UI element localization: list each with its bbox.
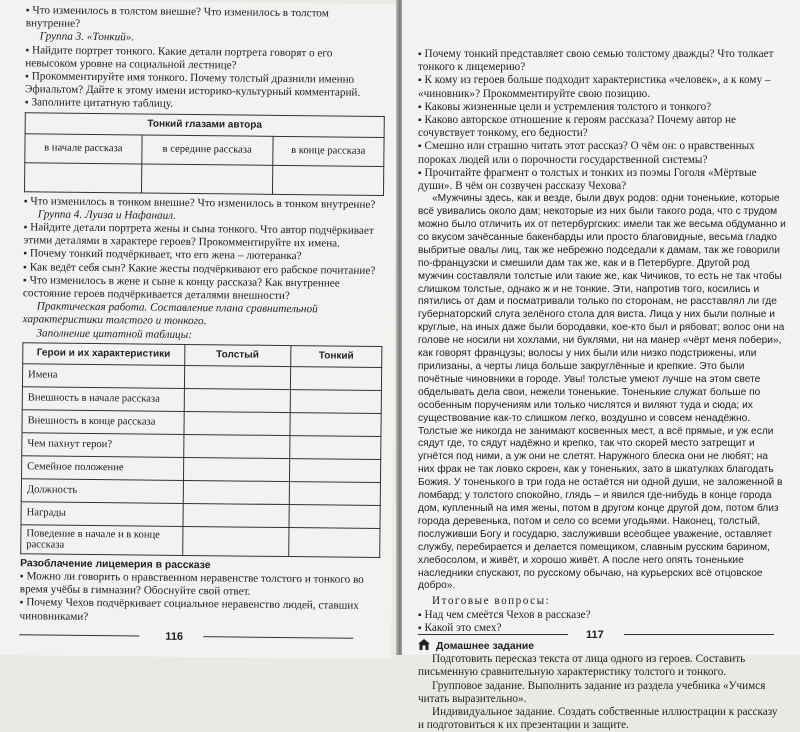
footer-rule — [19, 634, 139, 636]
individual-task: Индивидуальное задание. Создать собственные иллюстрации к рассказу и подготовиться к их презентации и защите. — [418, 705, 778, 732]
question: ▪ Что изменилось в жене и сыне к концу рассказа? Как внутреннее состояние героев подчёркивается деталями внешности? — [23, 274, 383, 304]
table-col-header: в конце рассказа — [272, 136, 384, 166]
characteristics-table — [20, 342, 382, 558]
table-row — [21, 525, 380, 558]
table-intro: Заполнение цитатной таблицы: — [36, 327, 193, 341]
table-col-header: в начале рассказа — [25, 133, 142, 163]
table-cell — [272, 165, 384, 195]
table-cell — [184, 411, 291, 435]
table-cell — [289, 481, 380, 505]
question: ▪ Как ведёт себя сын? Какие жесты подчёркивают его рабское почитание? — [23, 261, 383, 278]
left-page — [0, 0, 398, 659]
table-cell — [290, 389, 381, 413]
group-heading: Группа 4. Луиза и Нафанаил. — [37, 208, 176, 222]
question: ▪ Какой это смех? — [418, 622, 786, 635]
page-number: 116 — [165, 630, 184, 643]
row-label: Чем пахнут герои? — [22, 433, 184, 458]
question: ▪ Каковы жизненные цели и устремления толстого и тонкого? — [418, 101, 786, 114]
table-col-header: в середине рассказа — [142, 135, 273, 165]
homework-title: Домашнее задание — [436, 640, 535, 652]
final-questions-label: Итоговые вопросы: — [432, 595, 551, 608]
question: ▪ Почему тонкий подчёркивает, что его жена – лютеранка? — [23, 248, 383, 265]
table-cell — [290, 412, 381, 436]
table-cell — [289, 504, 380, 528]
question: ▪ Прочитайте фрагмент о толстых и тонких из поэмы Гоголя «Мёртвые души». В чём он созвучен рассказу Чехова? — [418, 167, 786, 193]
table-cell — [289, 527, 380, 557]
table-cell — [182, 526, 289, 556]
author-view-table — [24, 112, 385, 196]
table-col-header: Тонкий — [291, 345, 382, 367]
question: ▪ Можно ли говорить о нравственном неравенстве толстого и тонкого во время учёбы в гимназии? Обоснуйте свой ответ. — [20, 570, 380, 600]
table-cell — [141, 164, 272, 194]
table-cell — [24, 162, 141, 192]
question: ▪ Найдите портрет тонкого. Какие детали портрета говорят о его невысоком уровне на социальной лестнице? — [25, 44, 385, 74]
table-col-header: Герои и их характеристики — [23, 343, 185, 366]
page-number: 117 — [586, 629, 604, 641]
table-title: Тонкий глазами автора — [25, 112, 384, 137]
table-cell — [289, 458, 380, 482]
homework-heading — [418, 639, 786, 653]
footer-rule — [203, 636, 353, 639]
group-heading: Группа 3. «Тонкий». — [39, 30, 135, 44]
row-label: Внешность в начале рассказа — [22, 387, 184, 412]
house-icon — [418, 639, 430, 650]
question: ▪ Каково авторское отношение к героям рассказа? Почему автор не сочувствует тонкому, его бедности? — [418, 114, 786, 140]
table-cell — [183, 434, 290, 458]
table-cell — [184, 365, 291, 389]
question: ▪ К кому из героев больше подходит характеристика «человек», а к кому – «чиновник»? Прокомментируйте свою позицию. — [418, 74, 786, 100]
footer-rule — [624, 634, 774, 635]
table-col-header: Толстый — [184, 344, 291, 366]
group-task: Групповое задание. Выполнить задание из раздела учебника «Учимся читать выразительно». — [418, 679, 766, 705]
section-heading: Разоблачение лицемерия в рассказе — [20, 558, 211, 572]
row-label: Поведение в начале и в конце рассказа — [21, 525, 183, 556]
row-label: Внешность в конце рассказа — [22, 410, 184, 435]
question: ▪ Почему Чехов подчёркивает социальное неравенство людей, ставших чиновниками? — [19, 597, 379, 627]
table-cell — [183, 503, 290, 527]
question: ▪ Почему тонкий представляет свою семью толстому дважды? Что толкает тонкого к лицемерию? — [418, 48, 786, 74]
table-cell — [183, 457, 290, 481]
row-label: Должность — [21, 479, 183, 504]
question: ▪ Прокомментируйте имя тонкого. Почему толстый дразнили именно Эфиальтом? Дайте к этому имени историко-культурный комментарий. — [25, 70, 385, 100]
table-cell — [290, 366, 381, 390]
question: ▪ Найдите детали портрета жены и сына тонкого. Что автор подчёркивает этими деталями в характере героев? Прокомментируйте их имена. — [23, 221, 383, 251]
question: ▪ Что изменилось в толстом внешне? Что изменилось в толстом внутренне? — [26, 4, 386, 34]
question: ▪ Над чем смеётся Чехов в рассказе? — [418, 609, 786, 622]
question: ▪ Что изменилось в тонком внешне? Что изменилось в тонком внутренне? — [24, 195, 384, 212]
question: ▪ Смешно или страшно читать этот рассказ? О чём он: о нравственных пороках людей или о порочности государственной системы? — [418, 140, 786, 166]
gogol-quote: «Мужчины здесь, как и везде, были двух родов: одни тоненькие, которые всё увивались около дам; некоторые из них были такого рода, что с трудом можно было отличить их от петербургских: имели так же весьма обдуманно и со вкусом зачёсанные бакенбарды или просто благовидные, весьма гладко выбритые овалы лиц, так же небрежно подседали к дамам, так же говорили по-французски и смешили дам так же, как и в Петербурге. Другой род мужчин составляли толстые или такие же, как Чичиков, то есть не так чтобы слишком толстые, однако ж и не тонкие. Эти, напротив того, косились и пятились от дам и посматривали только по сторонам, не расставлял ли где губернаторский слуга зелёного стола для виста. Лица у них были полные и круглые, на иных даже были бородавки, кое-кто был и рябоват; волос они на голове не носили ни хохлами, ни буклями, ни на манер «чёрт меня побери», как говорят французы; волосы у них были или низко подстрижены, или прилизаны, а черты лица больше закруглённые и крепкие. Это были почётные чиновники в городе. Увы! толстые умеют лучше на этом свете обделывать дела свои, нежели тоненькие. Тоненькие служат больше по особенным поручениям или только числятся и виляют туда и сюда; их существование как-то слишком легко, воздушно и совсем ненадёжно. Толстые же никогда не занимают косвенных мест, а всё прямые, и уж если сядут где, то сядут надёжно и крепко, так что скорей место затрещит и угнётся под ними, а уж они не слетят. Наружного блеска они не любят; на них фрак не так ловко скроен, как у тоненьких, зато в шкатулках благодать Божия. У тоненького в три года не остаётся ни одной души, не заложенной в ломбард; у толстого спокойно, глядь – и явился где-нибудь в конце города дом, купленный на имя жены, потом в другом конце другой дом, потом близ города деревенька, потом и село со всеми угодьями. Наконец, толстый, послуживши Богу и государю, заслуживши всеобщее уважение, оставляет службу, перебирается и делается помещиком, славным русским барином, хлебосолом, и живёт, и хорошо живёт. А после него опять тоненькие наследники спускают, по русскому обычаю, на курьерских всё отцовское добро». — [418, 193, 786, 592]
homework-text: Подготовить пересказ текста от лица одного из героев. Составить письменную сравнительную характеристику толстого и тонкого. — [418, 653, 746, 679]
footer-rule — [418, 634, 568, 635]
practical-work: Практическая работа. Составление плана сравнительной характеристики толстого и тонкого. — [22, 300, 318, 328]
table-cell — [290, 435, 381, 459]
question: ▪ Заполните цитатную таблицу. — [25, 97, 385, 114]
right-page — [402, 0, 800, 732]
table-cell — [183, 480, 290, 504]
row-label: Семейное положение — [21, 456, 183, 481]
row-label: Имена — [22, 364, 184, 389]
table-cell — [184, 388, 291, 412]
row-label: Награды — [21, 502, 183, 527]
